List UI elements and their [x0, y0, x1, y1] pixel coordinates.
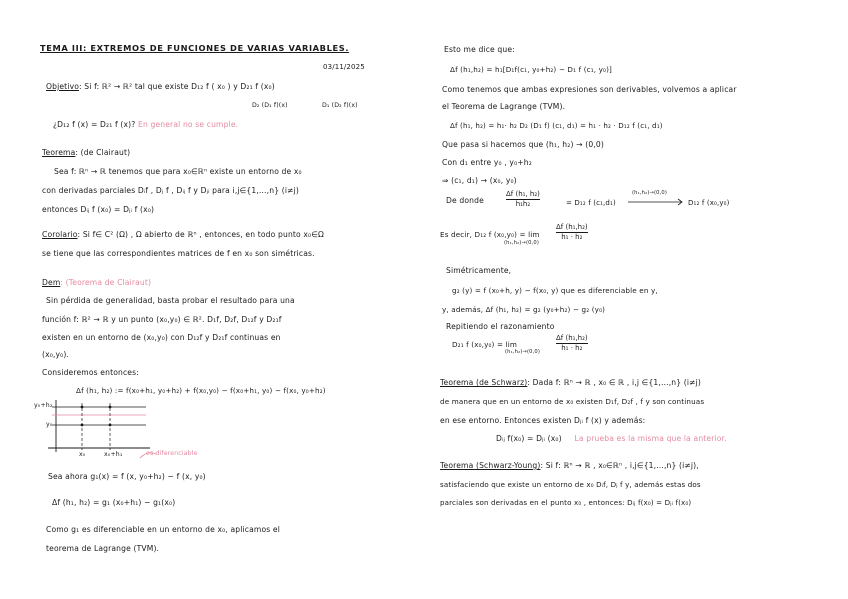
corolario-line-2: se tiene que las correspondientes matrices de f en x₀ son simétricas.: [42, 249, 315, 258]
dem-line-3: existen en un entorno de (x₀,y₀) con D₁₂f y D₂₁f continuas en: [42, 333, 281, 342]
d21-limit-sub: (h₁,h₂)→(0,0): [505, 349, 541, 355]
question-note: En general no se cumple.: [138, 120, 239, 129]
schwarz-line-2: de manera que en un entorno de x₀ existen D₁f, D₂f , f y son continuas: [440, 397, 705, 406]
right-line-1: Esto me dice que:: [444, 45, 515, 54]
right-line-12: g₂ (y) = f (x₀+h, y) − f(x₀, y) que es diferenciable en y,: [452, 286, 658, 295]
fraction-denominator: h₁ · h₂: [561, 233, 583, 241]
right-line-4: el Teorema de Lagrange (TVM).: [442, 102, 566, 111]
consider-line: Consideremos entonces:: [42, 368, 139, 377]
schwarz-line-4: [496, 435, 727, 443]
schwarz-note: La prueba es la misma que la anterior.: [574, 434, 727, 443]
es-decir-fraction: [556, 224, 588, 241]
delta-g-line: Δf (h₁, h₂) = g₁ (x₀+h₁) − g₁(x₀): [52, 498, 176, 507]
dem-note: : (Teorema de Clairaut): [60, 278, 152, 287]
question-line: [53, 121, 238, 129]
fraction-numerator: Δf (h₁,h₂): [556, 223, 588, 231]
teorema-line-2: con derivadas parciales Dᵢf , Dⱼ f , Dᵢⱼ f y Dⱼᵢ para i,j∈{1,…,n} (i≠j): [42, 186, 300, 195]
es-decir-limit: (h₁,h₂)→(0,0): [504, 240, 540, 246]
dem-line-4: (x₀,y₀).: [42, 350, 70, 359]
de-donde-rhs: = D₁₂ f (c₁,d₁): [566, 199, 616, 207]
fig-label-y1: y₀: [46, 421, 53, 428]
schwarz-line-1: [440, 379, 701, 387]
right-line-13: y, además, Δf (h₁, h₂) = g₂ (y₀+h₂) − g₂ (y₀): [442, 305, 606, 314]
objetivo-sub2: D₁ (D₂ f)(x): [322, 102, 358, 109]
corner-point: [81, 424, 84, 427]
young-text: : Si f: ℝⁿ → ℝ , x₀∈ℝⁿ , i,j∈{1,…,n} (i≠j),: [540, 461, 699, 470]
right-line-6: Que pasa si hacemos que (h₁, h₂) → (0,0): [442, 140, 604, 149]
repitiendo: Repitiendo el razonamiento: [446, 322, 555, 331]
dem-heading: [42, 279, 151, 287]
de-donde-limit: (h₁,h₂)→(0,0): [632, 190, 668, 196]
teorema-label: Teorema: [42, 148, 76, 157]
right-line-3: Como tenemos que ambas expresiones son derivables, volvemos a aplicar: [442, 85, 737, 94]
dem-line-2: función f: ℝ² → ℝ y un punto (x₀,y₀) ∈ ℝ². D₁f, D₂f, D₁₂f y D₂₁f: [42, 315, 282, 324]
objetivo-label: Objetivo: [46, 82, 80, 91]
date: 03/11/2025: [323, 63, 365, 71]
es-decir: Es decir, D₁₂ f (x₀,y₀) = lim: [440, 230, 540, 239]
d21-fraction: [556, 335, 588, 352]
teorema-heading: [42, 149, 130, 157]
de-donde: De donde: [446, 196, 484, 205]
young-line-1: [440, 462, 699, 470]
corner-point: [109, 406, 112, 409]
page-title: TEMA III: EXTREMOS DE FUNCIONES DE VARIAS VARIABLES.: [40, 43, 350, 53]
de-donde-fraction: [506, 191, 540, 208]
right-line-5: Δf (h₁, h₂) = h₁· h₂ D₂ (D₁ f) (c₁, d₁) = h₁ · h₂ · D₁₂ f (c₁, d₁): [450, 121, 663, 130]
schwarz-line-3: en ese entorno. Entonces existen Dⱼᵢ f (x) y además:: [440, 416, 646, 425]
dem-line-1: Sin pérdida de generalidad, basta probar el resultado para una: [46, 296, 295, 305]
objetivo-sub1: D₂ (D₁ f)(x): [252, 102, 288, 109]
schwarz-equation: Dᵢⱼ f(x₀) = Dⱼᵢ (x₀): [496, 434, 562, 443]
de-donde-result: D₁₂ f (x₀,y₀): [688, 199, 730, 207]
fig-label-x1: x₀: [79, 451, 86, 458]
fraction-numerator: Δf (h₁,h₂): [556, 334, 588, 342]
corolario-text: : Si f∈ C² (Ω) , Ω abierto de ℝⁿ , entonces, en todo punto x₀∈Ω: [77, 230, 324, 239]
young-line-3: parciales son derivadas en el punto x₀ , entonces: Dᵢⱼ f(x₀) = Dⱼᵢ f(x₀): [440, 498, 692, 507]
schwarz-label: Teorema (de Schwarz): [440, 378, 528, 387]
fraction-denominator: h₁ · h₂: [561, 344, 583, 352]
limit-arrow: [626, 199, 684, 207]
fig-label-y2: y₀+h₂: [34, 402, 53, 409]
delta-definition: Δf (h₁, h₂) := f(x₀+h₁, y₀+h₂) + f(x₀,y₀) − f(x₀+h₁, y₀) − f(x₀, y₀+h₂): [76, 386, 326, 395]
right-line-2: Δf (h₁,h₂) = h₁[D₁f(c₁, y₀+h₂) − D₁ f (c₁, y₀)]: [450, 65, 612, 74]
como-line-2: teorema de Lagrange (TVM).: [46, 544, 160, 553]
corolario-line-1: [42, 231, 324, 239]
dem-label: Dem: [42, 278, 61, 287]
fraction-numerator: Δf (h₁, h₂): [506, 190, 540, 198]
question: ¿D₁₂ f (x) = D₂₁ f (x)?: [53, 120, 136, 129]
teorema-line-1: Sea f: ℝⁿ → ℝ tenemos que para x₀∈ℝⁿ existe un entorno de x₀: [54, 167, 302, 176]
right-line-7: Con d₁ entre y₀ , y₀+h₂: [442, 158, 532, 167]
sea-ahora-line: Sea ahora g₁(x) = f (x, y₀+h₂) − f (x, y₀): [48, 472, 206, 481]
corner-point: [109, 424, 112, 427]
young-line-2: satisfaciendo que existe un entorno de x₀ Dᵢf, Dⱼ f y, además estas dos: [440, 480, 701, 489]
d21-limit: D₂₁ f (x₀,y₀) = lim: [452, 340, 517, 349]
fig-label-x2: x₀+h₁: [104, 451, 123, 458]
objetivo-text: : Si f: ℝ² → ℝ² tal que existe D₁₂ f ( x₀ ) y D₂₁ f (x₀): [79, 82, 275, 91]
simetricamente: Simétricamente,: [446, 266, 512, 275]
teorema-line-3: entonces Dᵢⱼ f (x₀) = Dⱼᵢ f (x₀): [42, 205, 155, 214]
corner-point: [81, 406, 84, 409]
como-line-1: Como g₁ es diferenciable en un entorno de x₀, aplicamos el: [46, 525, 280, 534]
objetivo-line: [46, 83, 275, 91]
young-label: Teorema (Schwarz-Young): [440, 461, 541, 470]
right-line-8: ⇒ (c₁, d₁) → (x₀, y₀): [442, 176, 517, 185]
schwarz-text: : Dada f: ℝⁿ → ℝ , x₀ ∈ ℝ , i,j ∈{1,…,n} (i≠j): [527, 378, 702, 387]
corolario-label: Corolario: [42, 230, 78, 239]
teorema-name: : (de Clairaut): [75, 148, 131, 157]
fig-note: es diferenciable: [146, 450, 198, 457]
fraction-denominator: h₁h₂: [515, 200, 531, 208]
